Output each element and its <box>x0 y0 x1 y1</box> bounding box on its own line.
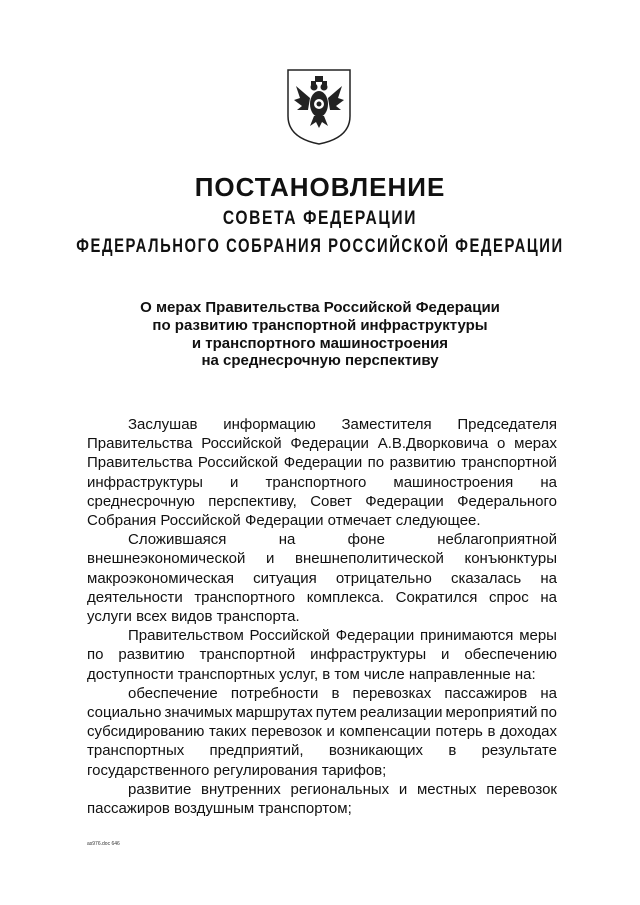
subject-line: на среднесрочную перспективу <box>201 352 439 370</box>
subject-line: по развитию транспортной инфраструктуры <box>152 316 488 334</box>
document-code: as976.doc 646 <box>87 841 120 847</box>
subject-line: О мерах Правительства Российской Федерации <box>140 299 500 316</box>
paragraph-line: по развитию транспортной инфраструктуры и обеспечению <box>87 646 557 664</box>
paragraph-line: Сложившаяся на фоне неблагоприятной <box>128 531 557 549</box>
subject-line: и транспортного машиностроения <box>191 334 449 352</box>
paragraph-line: среднесрочную перспективу, Совет Федерации Федерального <box>87 492 557 510</box>
paragraph-line: обеспечение потребности в перевозках пассажиров на <box>128 684 557 702</box>
paragraph-line: деятельности транспортного комплекса. Сократился спрос на <box>87 588 557 606</box>
paragraph-line: социально значимых маршрутах путем реализации мероприятий по <box>87 704 557 722</box>
paragraph-line: услуги всех видов транспорта. <box>87 608 300 626</box>
issuer-line-2: ФЕДЕРАЛЬНОГО СОБРАНИЯ РОССИЙСКОЙ ФЕДЕРАЦИИ <box>76 236 564 257</box>
paragraph <box>87 626 557 684</box>
paragraph-line: пассажиров воздушным транспортом; <box>87 800 352 818</box>
paragraph-line: транспортных предприятий, возникающих в результате <box>87 742 557 760</box>
paragraph <box>87 415 557 530</box>
paragraph-line: макроэкономическая ситуация отрицательно сказалась на <box>87 569 557 587</box>
paragraph-line: Правительством Российской Федерации принимаются меры <box>128 627 557 645</box>
russian-coat-of-arms-icon <box>284 64 354 146</box>
paragraph-line: развитие внутренних региональных и местных перевозок <box>128 780 557 798</box>
document-title: ПОСТАНОВЛЕНИЕ <box>194 172 446 202</box>
paragraph-line: доступности транспортных услуг, в том числе направленные на: <box>87 665 536 683</box>
paragraph <box>87 530 557 626</box>
paragraph-line: Правительства Российской Федерации А.В.Дворковича о мерах <box>87 435 557 453</box>
paragraph <box>87 780 557 818</box>
document-subject <box>80 299 560 370</box>
paragraph-line: Правительства Российской Федерации по развитию транспортной <box>87 454 557 472</box>
document-body <box>87 415 557 818</box>
paragraph-line: Заслушав информацию Заместителя Председателя <box>128 416 557 433</box>
paragraph <box>87 684 557 780</box>
paragraph-line: внешнеэкономической и внешнеполитической конъюнктуры <box>87 550 557 568</box>
paragraph-line: государственного регулирования тарифов; <box>87 761 387 779</box>
paragraph-line: Собрания Российской Федерации отмечает следующее. <box>87 512 481 530</box>
issuer-line-1: СОВЕТА ФЕДЕРАЦИИ <box>222 208 418 229</box>
paragraph-line: субсидированию таких перевозок и компенсации потерь в доходах <box>87 723 557 741</box>
paragraph-line: инфраструктуры и транспортного машиностроения на <box>87 473 557 491</box>
